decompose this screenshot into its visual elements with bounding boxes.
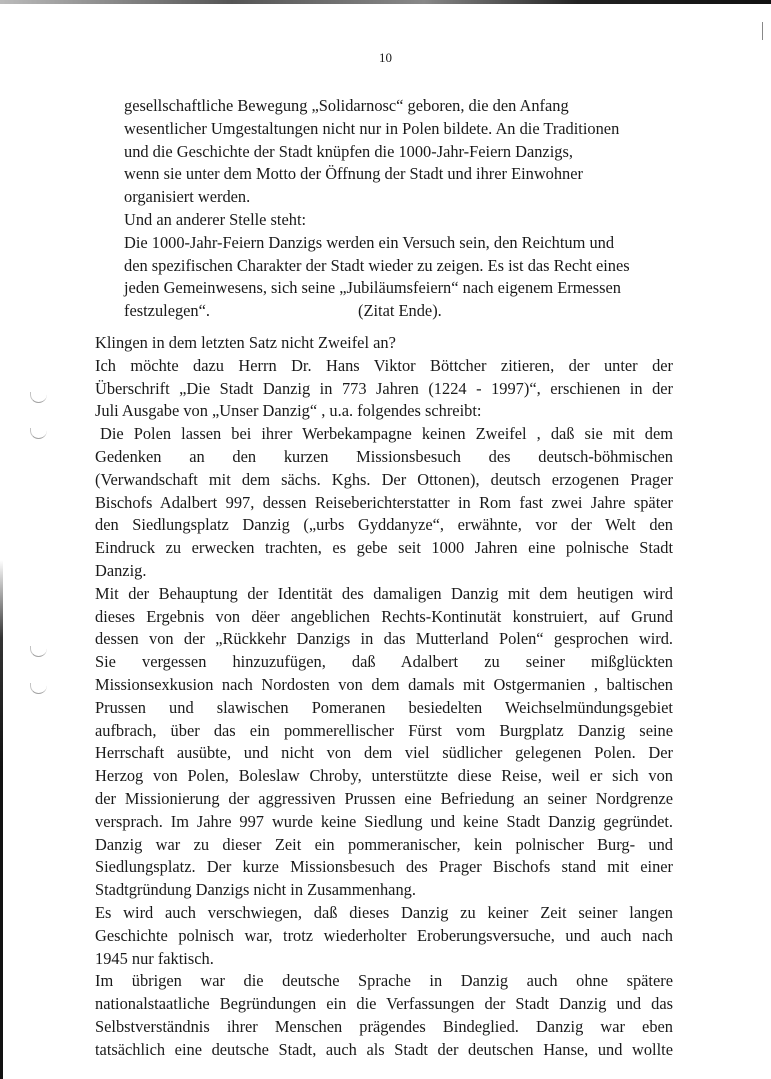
punch-hole-mark: [30, 683, 47, 694]
body-line: den Siedlungsplatz Danzig („urbs Gyddanyze“, erwähnte, vor der Welt den: [95, 515, 673, 535]
main-body-text: [95, 332, 673, 1062]
body-line: (Verwandschaft mit dem sächs. Kghs. Der Ottonen), deutsch erzogenen Prager: [95, 469, 673, 489]
quote-end-note: (Zitat Ende).: [358, 301, 442, 321]
body-line: dessen von der „Rückkehr Danzigs in das Mutterland Polen“ gesprochen wird.: [95, 629, 673, 649]
punch-hole-mark: [30, 646, 47, 657]
scan-left-edge: [0, 560, 3, 1079]
body-line: Klingen in dem letzten Satz nicht Zweifel an?: [95, 333, 396, 352]
punch-hole-mark: [30, 428, 47, 439]
quoted-passage: [124, 95, 664, 323]
body-line: Prussen und slawischen Pomeranen besiedelten Weichselmündungsgebiet: [95, 697, 673, 717]
body-line: Danzig.: [95, 560, 147, 580]
body-line: Herzog von Polen, Boleslaw Chroby, unterstützte diese Reise, weil er sich von: [95, 766, 673, 786]
page-number: 10: [379, 50, 392, 65]
scan-top-edge: [0, 0, 771, 4]
body-line: Überschrift „Die Stadt Danzig in 773 Jahren (1224 - 1997)“, erschienen in der: [95, 378, 673, 398]
body-line: versprach. Im Jahre 997 wurde keine Siedlung und keine Stadt Danzig gegründet.: [95, 811, 673, 831]
quote-line: wenn sie unter dem Motto der Öffnung der Stadt und ihrer Einwohner: [124, 164, 583, 184]
quote-line: jeden Gemeinwesens, sich seine „Jubiläumsfeiern“ nach eigenem Ermessen: [124, 278, 622, 298]
body-line: Sie vergessen hinzuzufügen, daß Adalbert zu seiner mißglückten: [95, 652, 673, 672]
body-line: Selbstverständnis ihrer Menschen prägendes Bindeglied. Danzig war eben: [95, 1016, 673, 1036]
scan-artifact-mark: [762, 22, 763, 40]
body-line: Ich möchte dazu Herrn Dr. Hans Viktor Böttcher zitieren, der unter der: [95, 355, 673, 375]
quote-line: wesentlicher Umgestaltungen nicht nur in Polen bildete. An die Traditionen: [124, 118, 620, 138]
quote-line: organisiert werden.: [124, 187, 251, 207]
body-line: Juli Ausgabe von „Unser Danzig“ , u.a. folgendes schreibt:: [95, 401, 482, 421]
punch-hole-mark: [30, 392, 47, 403]
body-line: aufbrach, über das ein pommerellischer Fürst vom Burgplatz Danzig seine: [95, 720, 673, 740]
body-line: Bischofs Adalbert 997, dessen Reiseberichterstatter in Rom fast zwei Jahre später: [95, 492, 673, 512]
body-line: Eindruck zu erwecken trachten, es gebe seit 1000 Jahren eine polnische Stadt: [95, 538, 673, 558]
body-line: Missionsexkusion nach Nordosten von dem damals mit Ostgermanien , baltischen: [95, 674, 673, 694]
quote-last-line: [124, 300, 664, 323]
body-line: Danzig war zu dieser Zeit ein pommeranischer, kein polnischer Burg- und: [95, 834, 673, 854]
body-line: der Missionierung der aggressiven Prussen eine Befriedung an seiner Nordgrenze: [95, 788, 673, 808]
body-line: dieses Ergebnis von dёer angeblichen Rechts-Kontinutät konstruiert, auf Grund: [95, 606, 673, 626]
body-line: Gedenken an den kurzen Missionsbesuch des deutsch-böhmischen: [95, 446, 673, 466]
body-line: nationalstaatliche Begründungen ein die Verfassungen der Stadt Danzig und das: [95, 994, 673, 1014]
body-line: Im übrigen war die deutsche Sprache in Danzig auch ohne spätere: [95, 971, 673, 991]
body-line: tatsächlich eine deutsche Stadt, auch als Stadt der deutschen Hanse, und wollte: [95, 1039, 673, 1059]
body-line: Es wird auch verschwiegen, daß dieses Danzig zu keiner Zeit seiner langen: [95, 902, 673, 922]
quote-last-line-text: festzulegen“.: [124, 301, 211, 321]
body-line: Die Polen lassen bei ihrer Werbekampagne keinen Zweifel , daß sie mit dem: [100, 424, 673, 444]
body-line: Geschichte polnisch war, trotz wiederholter Eroberungsversuche, und auch nach: [95, 925, 673, 945]
quote-line: und die Geschichte der Stadt knüpfen die 1000-Jahr-Feiern Danzigs,: [124, 141, 573, 161]
body-line: Herrschaft ausübte, und nicht von dem viel südlicher gelegenen Polen. Der: [95, 743, 673, 763]
body-line: Siedlungsplatz. Der kurze Missionsbesuch des Prager Bischofs stand mit einer: [95, 857, 673, 877]
body-line: Stadtgründung Danzigs nicht in Zusammenhang.: [95, 880, 416, 900]
quote-line: gesellschaftliche Bewegung „Solidarnosc“ geboren, die den Anfang: [124, 96, 569, 115]
quote-line: Die 1000-Jahr-Feiern Danzigs werden ein Versuch sein, den Reichtum und: [124, 232, 615, 252]
quote-line: Und an anderer Stelle steht:: [124, 209, 307, 229]
body-line: Mit der Behauptung der Identität des damaligen Danzig mit dem heutigen wird: [95, 583, 673, 603]
quote-line: den spezifischen Charakter der Stadt wieder zu zeigen. Es ist das Recht eines: [124, 255, 630, 275]
body-line: 1945 nur faktisch.: [95, 948, 214, 968]
